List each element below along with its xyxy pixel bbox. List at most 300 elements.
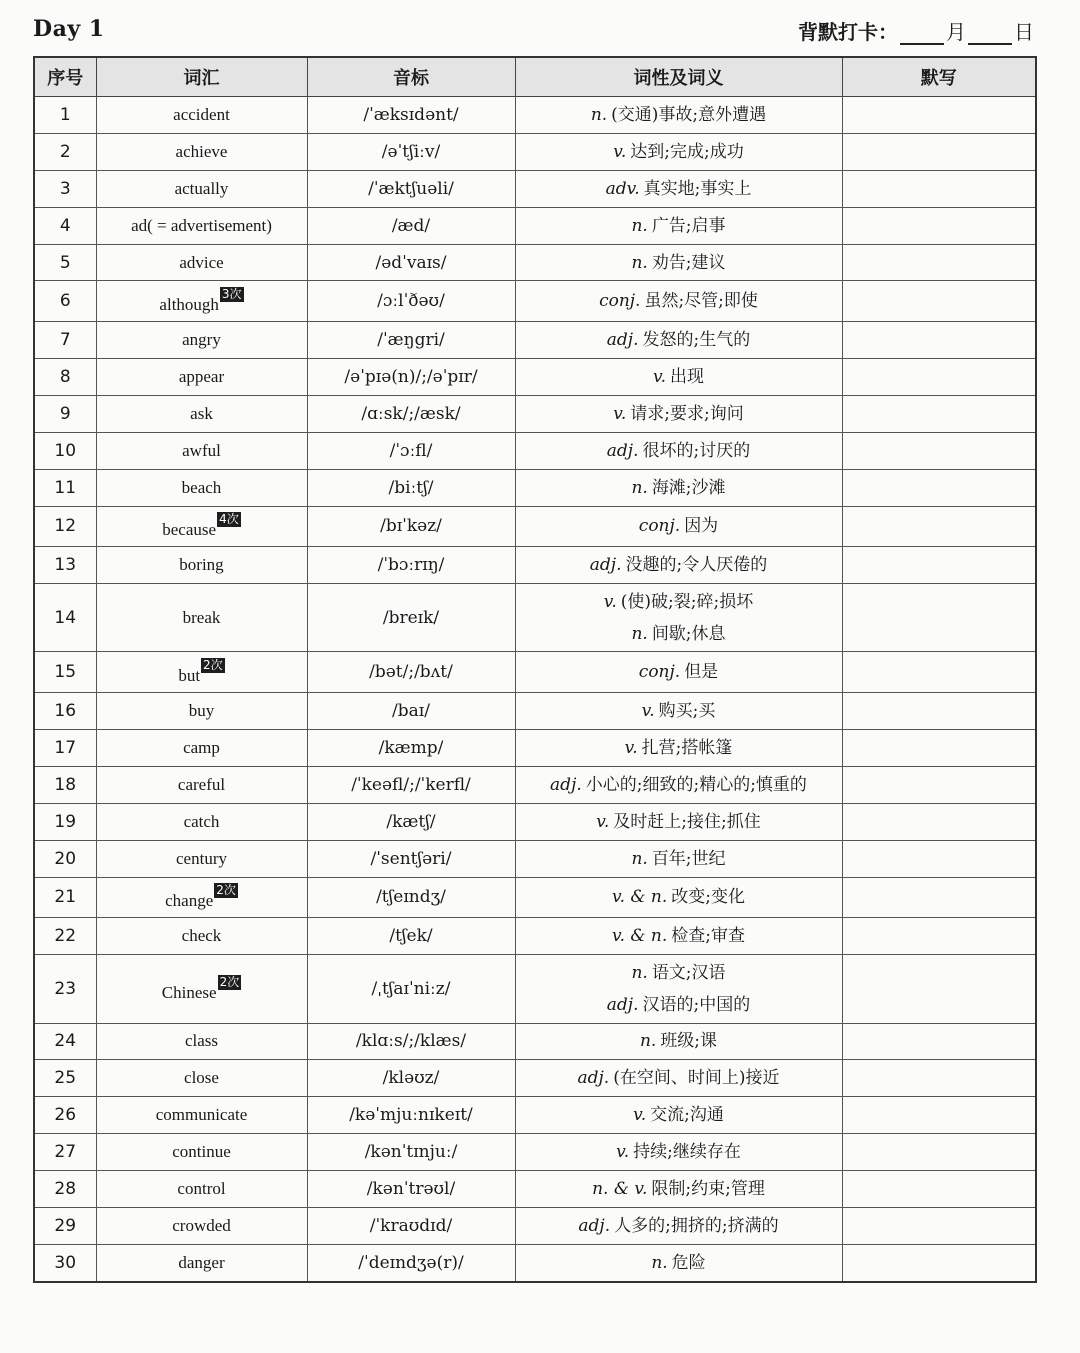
table-row: [34, 918, 1036, 955]
word-cell: [96, 693, 307, 730]
phonetic-cell: /ədˈvaɪs/: [307, 244, 515, 281]
table-row: [34, 1097, 1036, 1134]
part-of-speech: adj.: [606, 329, 639, 350]
table-row: [34, 170, 1036, 207]
word-cell: [96, 766, 307, 803]
word-text: continue: [172, 1142, 231, 1162]
word-text: century: [176, 848, 227, 868]
table-row: [34, 281, 1036, 322]
phonetic-cell: /ˌtʃaɪˈniːz/: [307, 955, 515, 1024]
column-header-index: 序号: [34, 57, 96, 97]
meaning-line: [518, 361, 840, 393]
meaning-text: (使)破;裂;碎;损坏: [620, 591, 754, 612]
table-row: [34, 729, 1036, 766]
phonetic-cell: /kənˈtɪnjuː/: [307, 1134, 515, 1171]
word-text: Chinese: [161, 982, 217, 1002]
part-of-speech: v.: [616, 1142, 630, 1163]
dictation-cell[interactable]: [842, 469, 1036, 506]
table-row: [34, 1134, 1036, 1171]
meaning-text: 达到;完成;成功: [630, 141, 744, 162]
meaning-cell: [515, 133, 842, 170]
meaning-line: [518, 1099, 840, 1131]
word-cell: [96, 207, 307, 244]
word-text: ad( = advertisement): [131, 215, 272, 235]
table-row: [34, 207, 1036, 244]
word-cell: [96, 170, 307, 207]
row-index: 14: [34, 583, 96, 652]
meaning-text: 汉语的;中国的: [642, 994, 751, 1015]
row-index: 24: [34, 1023, 96, 1060]
meaning-line: [518, 324, 840, 356]
meaning-line: [518, 285, 840, 317]
part-of-speech: v.: [624, 737, 638, 758]
meaning-line: [518, 920, 840, 952]
month-blank[interactable]: [900, 21, 944, 45]
day-title: Day 1: [33, 16, 105, 42]
dictation-cell[interactable]: [842, 1134, 1036, 1171]
meaning-cell: [515, 1023, 842, 1060]
dictation-cell[interactable]: [842, 281, 1036, 322]
meaning-text: 语文;汉语: [651, 962, 726, 983]
meaning-text: 百年;世纪: [651, 848, 726, 869]
meaning-cell: [515, 693, 842, 730]
word-text: buy: [188, 701, 215, 721]
word-text: boring: [179, 555, 224, 575]
word-text: but: [178, 666, 201, 686]
vocabulary-table-body: [34, 97, 1036, 1282]
checkin-field: [798, 16, 1034, 45]
phonetic-cell: /ˈkraʊdɪd/: [307, 1207, 515, 1244]
part-of-speech: n. & v.: [592, 1179, 648, 1200]
word-text: check: [181, 926, 222, 946]
meaning-text: 发怒的;生气的: [642, 329, 751, 350]
phonetic-cell: /bət/;/bʌt/: [307, 652, 515, 693]
word-cell: [96, 469, 307, 506]
meaning-line: [518, 806, 840, 838]
dictation-cell[interactable]: [842, 133, 1036, 170]
row-index: 13: [34, 547, 96, 584]
dictation-cell[interactable]: [842, 1171, 1036, 1208]
table-row: [34, 1171, 1036, 1208]
column-header-phonetic: 音标: [307, 57, 515, 97]
dictation-cell[interactable]: [842, 244, 1036, 281]
part-of-speech: adj.: [606, 440, 639, 461]
dictation-cell[interactable]: [842, 877, 1036, 918]
meaning-text: 但是: [684, 662, 719, 683]
word-cell: [96, 1060, 307, 1097]
meaning-cell: [515, 1207, 842, 1244]
word-text: because: [162, 520, 217, 540]
meaning-line: [518, 1062, 840, 1094]
part-of-speech: v.: [633, 1105, 647, 1126]
meaning-line: [518, 1247, 840, 1279]
phonetic-cell: /kætʃ/: [307, 803, 515, 840]
meaning-text: 危险: [671, 1252, 706, 1273]
meaning-cell: [515, 1060, 842, 1097]
meaning-text: 海滩;沙滩: [651, 477, 726, 498]
word-text: careful: [177, 774, 226, 794]
dictation-cell[interactable]: [842, 1207, 1036, 1244]
word-cell: [96, 97, 307, 134]
table-header-row: [34, 57, 1036, 97]
meaning-line: [518, 210, 840, 242]
meaning-line: [518, 173, 840, 205]
meaning-line: [518, 510, 840, 542]
table-row: [34, 1244, 1036, 1281]
meaning-text: 出现: [670, 366, 704, 387]
meaning-text: 扎营;搭帐篷: [641, 737, 733, 758]
dictation-cell[interactable]: [842, 547, 1036, 584]
word-text: break: [182, 607, 221, 627]
part-of-speech: n.: [631, 477, 648, 498]
row-index: 21: [34, 877, 96, 918]
column-header-word: 词汇: [96, 57, 307, 97]
meaning-line: [518, 435, 840, 467]
word-cell: [96, 1171, 307, 1208]
meaning-text: 及时赶上;接住;抓住: [613, 811, 761, 832]
meaning-text: 很坏的;讨厌的: [642, 440, 751, 461]
part-of-speech: adj.: [578, 1215, 611, 1236]
phonetic-cell: /tʃeɪndʒ/: [307, 877, 515, 918]
part-of-speech: v.: [613, 403, 627, 424]
phonetic-cell: /biːtʃ/: [307, 469, 515, 506]
row-index: 23: [34, 955, 96, 1024]
table-row: [34, 322, 1036, 359]
meaning-text: 检查;审查: [671, 926, 746, 947]
word-text: class: [184, 1031, 219, 1051]
meaning-cell: [515, 170, 842, 207]
meaning-line: [518, 1025, 840, 1057]
dictation-cell[interactable]: [842, 1060, 1036, 1097]
meaning-cell: [515, 955, 842, 1024]
word-text: communicate: [155, 1105, 248, 1125]
meaning-text: 限制;约束;管理: [651, 1179, 765, 1200]
meaning-cell: [515, 583, 842, 652]
phonetic-cell: /ˈɔːfl/: [307, 432, 515, 469]
dictation-cell[interactable]: [842, 322, 1036, 359]
meaning-line: [518, 732, 840, 764]
row-index: 7: [34, 322, 96, 359]
table-row: [34, 803, 1036, 840]
dictation-cell[interactable]: [842, 693, 1036, 730]
dictation-cell[interactable]: [842, 358, 1036, 395]
meaning-cell: [515, 281, 842, 322]
day-blank[interactable]: [968, 21, 1012, 45]
table-row: [34, 469, 1036, 506]
dictation-cell[interactable]: [842, 1244, 1036, 1281]
meaning-text: 购买;买: [658, 701, 716, 722]
row-index: 27: [34, 1134, 96, 1171]
word-cell: [96, 955, 307, 1024]
table-row: [34, 652, 1036, 693]
phonetic-cell: /kənˈtrəʊl/: [307, 1171, 515, 1208]
row-index: 2: [34, 133, 96, 170]
meaning-line: [518, 695, 840, 727]
phonetic-cell: /ˈdeɪndʒə(r)/: [307, 1244, 515, 1281]
frequency-badge: 2次: [219, 974, 240, 989]
word-cell: [96, 395, 307, 432]
phonetic-cell: /klɑːs/;/klæs/: [307, 1023, 515, 1060]
meaning-cell: [515, 803, 842, 840]
part-of-speech: v. & n.: [611, 926, 668, 947]
meaning-cell: [515, 1097, 842, 1134]
phonetic-cell: /ˈkeəfl/;/ˈkerfl/: [307, 766, 515, 803]
word-cell: [96, 281, 307, 322]
part-of-speech: adj.: [589, 555, 622, 576]
row-index: 20: [34, 840, 96, 877]
part-of-speech: conj.: [599, 291, 641, 312]
meaning-cell: [515, 1134, 842, 1171]
meaning-line: [518, 136, 840, 168]
part-of-speech: adv.: [605, 178, 640, 199]
meaning-text: 持续;继续存在: [633, 1142, 741, 1163]
dictation-cell[interactable]: [842, 840, 1036, 877]
word-text: actually: [174, 178, 229, 198]
frequency-badge: 2次: [216, 883, 236, 898]
word-cell: [96, 877, 307, 918]
word-cell: [96, 1134, 307, 1171]
part-of-speech: conj.: [638, 662, 681, 683]
row-index: 25: [34, 1060, 96, 1097]
word-cell: [96, 652, 307, 693]
word-text: although: [159, 295, 219, 315]
table-row: [34, 1023, 1036, 1060]
dictation-cell[interactable]: [842, 652, 1036, 693]
meaning-cell: [515, 1171, 842, 1208]
phonetic-cell: /ɑːsk/;/æsk/: [307, 395, 515, 432]
meaning-cell: [515, 395, 842, 432]
part-of-speech: n.: [639, 1031, 657, 1052]
word-text: awful: [182, 440, 221, 460]
row-index: 17: [34, 729, 96, 766]
meaning-line: [518, 99, 840, 131]
row-index: 1: [34, 97, 96, 134]
word-cell: [96, 244, 307, 281]
meaning-line: [518, 656, 840, 688]
dictation-cell[interactable]: [842, 432, 1036, 469]
row-index: 30: [34, 1244, 96, 1281]
day-unit: 日: [1014, 20, 1034, 44]
part-of-speech: v.: [641, 701, 655, 722]
part-of-speech: v.: [603, 591, 617, 612]
word-text: appear: [178, 366, 225, 386]
row-index: 28: [34, 1171, 96, 1208]
part-of-speech: n.: [651, 1252, 668, 1273]
word-text: danger: [178, 1252, 225, 1272]
word-text: beach: [181, 477, 222, 497]
part-of-speech: n.: [631, 252, 648, 273]
dictation-cell[interactable]: [842, 170, 1036, 207]
meaning-cell: [515, 547, 842, 584]
phonetic-cell: /kləʊz/: [307, 1060, 515, 1097]
part-of-speech: conj.: [638, 516, 681, 537]
phonetic-cell: /əˈtʃiːv/: [307, 133, 515, 170]
meaning-cell: [515, 766, 842, 803]
table-row: [34, 358, 1036, 395]
meaning-cell: [515, 207, 842, 244]
part-of-speech: n.: [631, 215, 648, 236]
dictation-cell[interactable]: [842, 918, 1036, 955]
word-cell: [96, 358, 307, 395]
meaning-line: [518, 472, 840, 504]
dictation-cell[interactable]: [842, 1097, 1036, 1134]
table-row: [34, 583, 1036, 652]
meaning-text: 真实地;事实上: [643, 178, 752, 199]
part-of-speech: v.: [653, 366, 666, 387]
meaning-cell: [515, 432, 842, 469]
dictation-cell[interactable]: [842, 395, 1036, 432]
month-unit: 月: [946, 20, 966, 44]
phonetic-cell: /ˈæktʃuəli/: [307, 170, 515, 207]
meaning-line: [518, 1136, 840, 1168]
phonetic-cell: /ˈsentʃəri/: [307, 840, 515, 877]
frequency-badge: 3次: [221, 287, 242, 302]
meaning-line: [518, 843, 840, 875]
meaning-line: [518, 1210, 840, 1242]
word-text: crowded: [172, 1215, 231, 1235]
meaning-cell: [515, 97, 842, 134]
table-row: [34, 693, 1036, 730]
row-index: 12: [34, 506, 96, 547]
meaning-cell: [515, 729, 842, 766]
word-text: achieve: [175, 141, 228, 161]
phonetic-cell: /ˈæŋgri/: [307, 322, 515, 359]
vocabulary-table: [33, 56, 1037, 1283]
word-text: control: [177, 1179, 226, 1199]
row-index: 3: [34, 170, 96, 207]
row-index: 18: [34, 766, 96, 803]
meaning-text: 广告;启事: [651, 215, 726, 236]
dictation-cell[interactable]: [842, 583, 1036, 652]
word-text: camp: [183, 737, 220, 757]
word-cell: [96, 1207, 307, 1244]
phonetic-cell: /bɪˈkəz/: [307, 506, 515, 547]
column-header-dictation: 默写: [842, 57, 1036, 97]
row-index: 4: [34, 207, 96, 244]
phonetic-cell: /kæmp/: [307, 729, 515, 766]
phonetic-cell: /ˈæksɪdənt/: [307, 97, 515, 134]
meaning-line: [518, 769, 840, 801]
word-text: close: [184, 1068, 219, 1088]
meaning-cell: [515, 244, 842, 281]
row-index: 11: [34, 469, 96, 506]
dictation-cell[interactable]: [842, 97, 1036, 134]
word-text: advice: [179, 252, 224, 272]
frequency-badge: 4次: [219, 512, 239, 527]
meaning-text: 请求;要求;询问: [630, 403, 744, 424]
row-index: 29: [34, 1207, 96, 1244]
meaning-text: 人多的;拥挤的;挤满的: [614, 1215, 779, 1236]
meaning-cell: [515, 877, 842, 918]
meaning-text: 劝告;建议: [651, 252, 726, 273]
word-cell: [96, 1244, 307, 1281]
table-row: [34, 506, 1036, 547]
dictation-cell[interactable]: [842, 506, 1036, 547]
checkin-label: 背默打卡：: [798, 20, 898, 44]
frequency-badge: 2次: [203, 658, 223, 673]
meaning-text: 间歇;休息: [651, 623, 726, 644]
dictation-cell[interactable]: [842, 803, 1036, 840]
row-index: 19: [34, 803, 96, 840]
meaning-line: [518, 247, 840, 279]
phonetic-cell: /ɔːlˈðəʊ/: [307, 281, 515, 322]
page-header: [0, 0, 1080, 56]
meaning-text: 班级;课: [660, 1031, 718, 1052]
meaning-cell: [515, 358, 842, 395]
table-row: [34, 97, 1036, 134]
word-cell: [96, 583, 307, 652]
dictation-cell[interactable]: [842, 766, 1036, 803]
meaning-line: [518, 957, 840, 989]
meaning-text: 改变;变化: [671, 887, 746, 908]
row-index: 5: [34, 244, 96, 281]
meaning-cell: [515, 918, 842, 955]
table-row: [34, 547, 1036, 584]
part-of-speech: v.: [596, 811, 610, 832]
meaning-text: (在空间、时间上)接近: [613, 1068, 780, 1089]
row-index: 16: [34, 693, 96, 730]
row-index: 22: [34, 918, 96, 955]
word-cell: [96, 1023, 307, 1060]
word-text: angry: [182, 329, 221, 349]
meaning-line: [518, 398, 840, 430]
table-row: [34, 244, 1036, 281]
phonetic-cell: /tʃek/: [307, 918, 515, 955]
meaning-cell: [515, 506, 842, 547]
phonetic-cell: /kəˈmjuːnɪkeɪt/: [307, 1097, 515, 1134]
table-row: [34, 1207, 1036, 1244]
word-cell: [96, 322, 307, 359]
word-cell: [96, 840, 307, 877]
dictation-cell[interactable]: [842, 729, 1036, 766]
meaning-cell: [515, 652, 842, 693]
word-text: catch: [183, 811, 220, 831]
meaning-text: (交通)事故;意外遭遇: [611, 104, 767, 125]
word-cell: [96, 803, 307, 840]
meaning-line: [518, 989, 840, 1021]
word-text: accident: [173, 104, 230, 124]
meaning-line: [518, 618, 840, 650]
table-row: [34, 840, 1036, 877]
meaning-cell: [515, 469, 842, 506]
dictation-cell[interactable]: [842, 955, 1036, 1024]
table-row: [34, 133, 1036, 170]
row-index: 15: [34, 652, 96, 693]
phonetic-cell: /æd/: [307, 207, 515, 244]
column-header-meaning: 词性及词义: [515, 57, 842, 97]
word-cell: [96, 547, 307, 584]
meaning-cell: [515, 1244, 842, 1281]
dictation-cell[interactable]: [842, 207, 1036, 244]
dictation-cell[interactable]: [842, 1023, 1036, 1060]
meaning-text: 交流;沟通: [650, 1105, 724, 1126]
word-cell: [96, 729, 307, 766]
word-text: change: [165, 891, 214, 911]
word-cell: [96, 133, 307, 170]
word-cell: [96, 1097, 307, 1134]
table-row: [34, 395, 1036, 432]
part-of-speech: adj.: [606, 994, 639, 1015]
row-index: 26: [34, 1097, 96, 1134]
part-of-speech: n.: [631, 623, 648, 644]
row-index: 8: [34, 358, 96, 395]
table-row: [34, 955, 1036, 1024]
word-cell: [96, 432, 307, 469]
phonetic-cell: /ˈbɔːrɪŋ/: [307, 547, 515, 584]
row-index: 9: [34, 395, 96, 432]
meaning-line: [518, 549, 840, 581]
word-text: ask: [190, 403, 213, 423]
